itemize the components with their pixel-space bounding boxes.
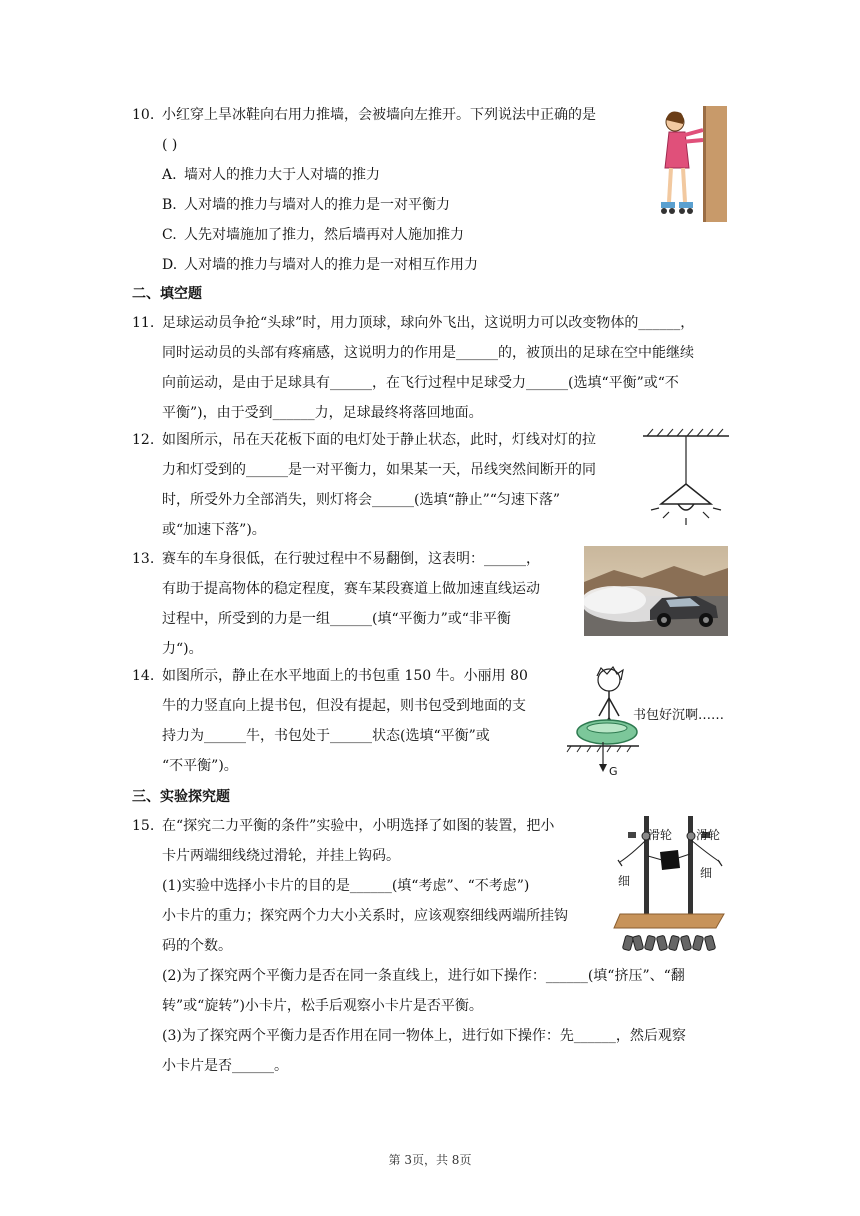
pulley-left-label: 滑轮 [648,828,673,842]
question-text: (3)为了探究两个平衡力是否作用在同一物体上，进行如下操作：先______，然后观察 [162,1028,686,1044]
option-d-text: 人对墙的推力与墙对人的推力是一对相互作用力 [184,257,478,273]
option-b-letter: B. [162,197,177,213]
gravity-force-label: G [609,765,618,778]
question-text: 如图所示，吊在天花板下面的电灯处于静止状态，此时，灯线对灯的拉 [162,432,596,448]
question-number: 13. [132,551,155,567]
question-text: 过程中，所受到的力是一组______(填“平衡力”或“非平衡 [162,611,511,627]
string-right-label: 细 [700,866,713,880]
question-number: 11. [132,315,155,331]
option-c-letter: C. [162,227,177,243]
string-left-label: 细 [618,874,631,888]
girl-pushing-wall-figure [655,106,727,222]
option-d-letter: D. [162,257,178,273]
question-text: “不平衡”)。 [162,758,238,774]
schoolbag-speech-caption: 书包好沉啊…… [633,708,725,723]
question-text: 小卡片的重力；探究两个力大小关系时，应该观察细线两端所挂钩 [162,908,568,924]
hanging-lamp-figure [641,428,731,526]
answer-bracket: ( ) [162,137,178,153]
question-text: 小红穿上旱冰鞋向右用力推墙，会被墙向左推开。下列说法中正确的是 [162,107,596,123]
question-text: 卡片两端细线绕过滑轮，并挂上钩码。 [162,848,400,864]
question-text: 向前运动，是由于足球具有______，在飞行过程中足球受力______(选填“平衡”或“不 [162,375,679,391]
question-text: 足球运动员争抢“头球”时，用力顶球，球向外飞出，这说明力可以改变物体的______， [162,315,695,331]
question-text: 牛的力竖直向上提书包，但没有提起，则书包受到地面的支 [162,698,526,714]
question-text: 有助于提高物体的稳定程度，赛车某段赛道上做加速直线运动 [162,581,540,597]
question-text: 转”或“旋转”)小卡片，松手后观察小卡片是否平衡。 [162,998,483,1014]
question-text: (1)实验中选择小卡片的目的是______(填“考虑”、“不考虑”) [162,878,530,894]
question-text: 码的个数。 [162,938,232,954]
option-b-text: 人对墙的推力与墙对人的推力是一对平衡力 [184,197,450,213]
question-number: 15. [132,818,155,834]
question-text: 时，所受外力全部消失，则灯将会______(选填“静止”“匀速下落” [162,492,561,508]
option-a-text: 墙对人的推力大于人对墙的推力 [184,167,380,183]
schoolbag-figure [563,666,733,782]
page-footer: 第 3页，共 8页 [388,1153,472,1167]
option-a-letter: A. [162,167,177,183]
girl-lifting-bag-drawing [563,666,643,782]
question-text: 如图所示，静止在水平地面上的书包重 150 牛。小丽用 80 [162,668,528,684]
question-text: 力和灯受到的______是一对平衡力，如果某一天，吊线突然间断开的同 [162,462,596,478]
question-text: 持力为______牛，书包处于______状态(选填“平衡”或 [162,728,490,744]
question-text: 小卡片是否______。 [162,1058,288,1074]
question-text: (2)为了探究两个平衡力是否在同一条直线上，进行如下操作：______(填“挤压”、“翻 [162,968,685,984]
question-text: 力“)。 [162,641,203,657]
pulley-right-label: 滑轮 [696,828,721,842]
section-heading-experiment: 三、实验探究题 [132,789,230,805]
option-c-text: 人先对墙施加了推力，然后墙再对人施加推力 [184,227,464,243]
question-text: 或“加速下落”)。 [162,522,266,538]
question-text: 同时运动员的头部有疼痛感，这说明力的作用是______的，被顶出的足球在空中能继续 [162,345,694,361]
race-car-photo [584,546,728,636]
question-number: 10. [132,107,155,123]
question-text: 赛车的车身很低，在行驶过程中不易翻倒，这表明：______， [162,551,540,567]
question-text: 平衡”)，由于受到______力，足球最终将落回地面。 [162,405,483,421]
balance-apparatus-figure [612,814,732,956]
section-heading-fill-in: 二、填空题 [132,286,202,302]
question-text: 在“探究二力平衡的条件”实验中，小明选择了如图的装置，把小 [162,818,555,834]
question-number: 12. [132,432,155,448]
question-number: 14. [132,668,155,684]
